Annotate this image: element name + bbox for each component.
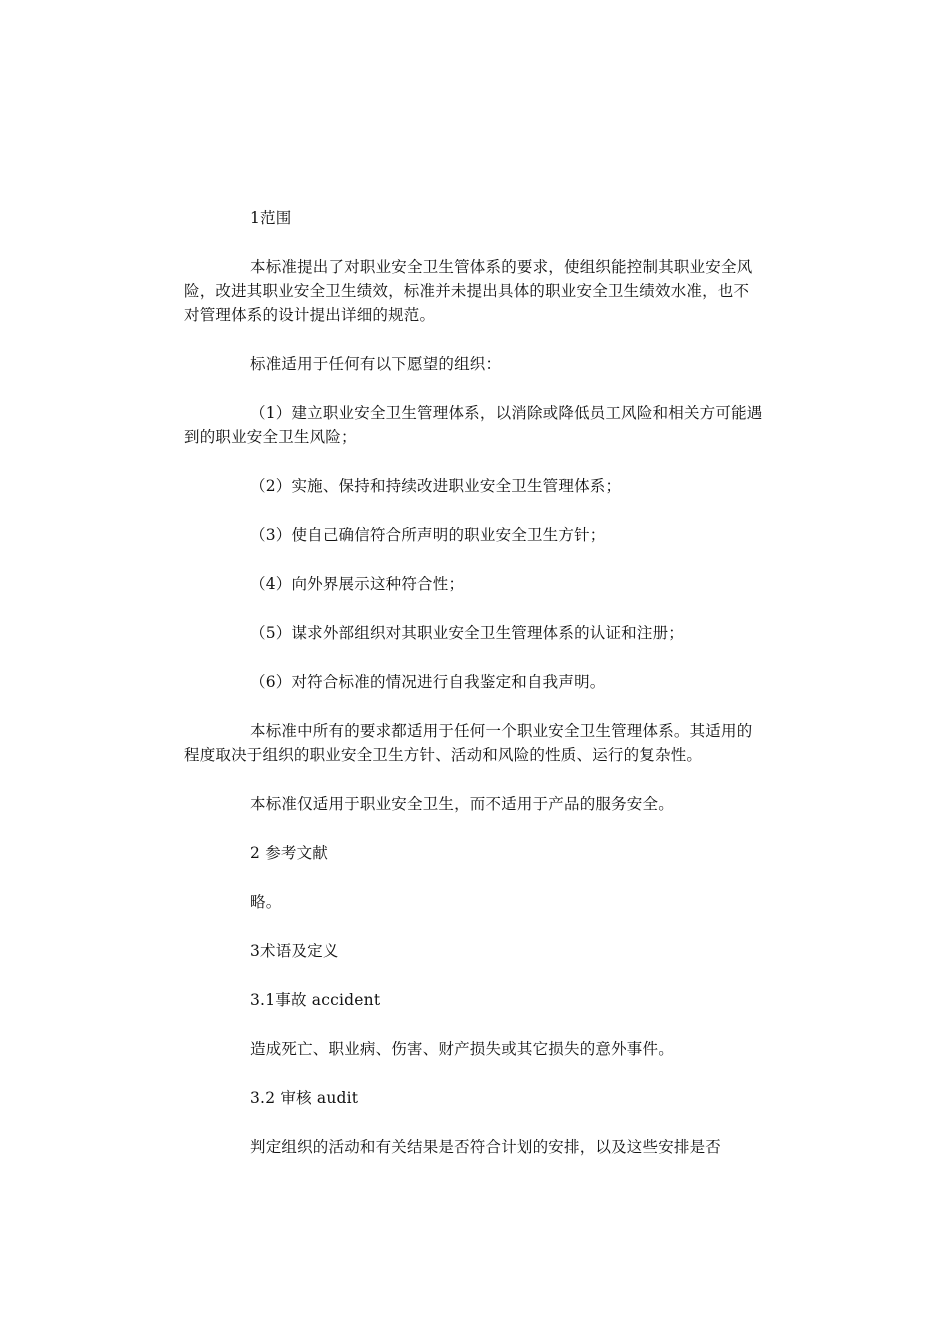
paragraph: 本标准中所有的要求都适用于任何一个职业安全卫生管理体系。其适用的程度取决于组织的职业安全卫生方针、活动和风险的性质、运行的复杂性。	[184, 722, 753, 764]
list-item: （5）谋求外部组织对其职业安全卫生管理体系的认证和注册；	[250, 624, 684, 642]
section-heading-scope: 1范围	[250, 209, 292, 227]
list-item: （1）建立职业安全卫生管理体系，以消除或降低员工风险和相关方可能遇到的职业安全卫生风险；	[184, 404, 763, 446]
list-item: （3）使自己确信符合所声明的职业安全卫生方针；	[250, 526, 606, 544]
paragraph: 本标准提出了对职业安全卫生管体系的要求，使组织能控制其职业安全风险，改进其职业安全卫生绩效，标准并未提出具体的职业安全卫生绩效水准，也不对管理体系的设计提出详细的规范。	[184, 258, 753, 324]
term-heading: 3.1事故 accident	[250, 991, 381, 1009]
paragraph: 本标准仅适用于职业安全卫生，而不适用于产品的服务安全。	[250, 795, 674, 813]
list-item: （4）向外界展示这种符合性；	[250, 575, 465, 593]
term-definition: 判定组织的活动和有关结果是否符合计划的安排，以及这些安排是否	[250, 1138, 722, 1156]
section-heading-terms: 3术语及定义	[250, 942, 339, 960]
list-item: （2）实施、保持和持续改进职业安全卫生管理体系；	[250, 477, 622, 495]
term-definition: 造成死亡、职业病、伤害、财产损失或其它损失的意外事件。	[250, 1040, 674, 1058]
list-item: （6）对符合标准的情况进行自我鉴定和自我声明。	[250, 673, 606, 691]
section-heading-references: 2 参考文献	[250, 844, 328, 862]
paragraph: 标准适用于任何有以下愿望的组织：	[250, 355, 502, 373]
document-body	[184, 206, 764, 1184]
term-heading: 3.2 审核 audit	[250, 1089, 359, 1107]
paragraph: 略。	[250, 893, 282, 911]
